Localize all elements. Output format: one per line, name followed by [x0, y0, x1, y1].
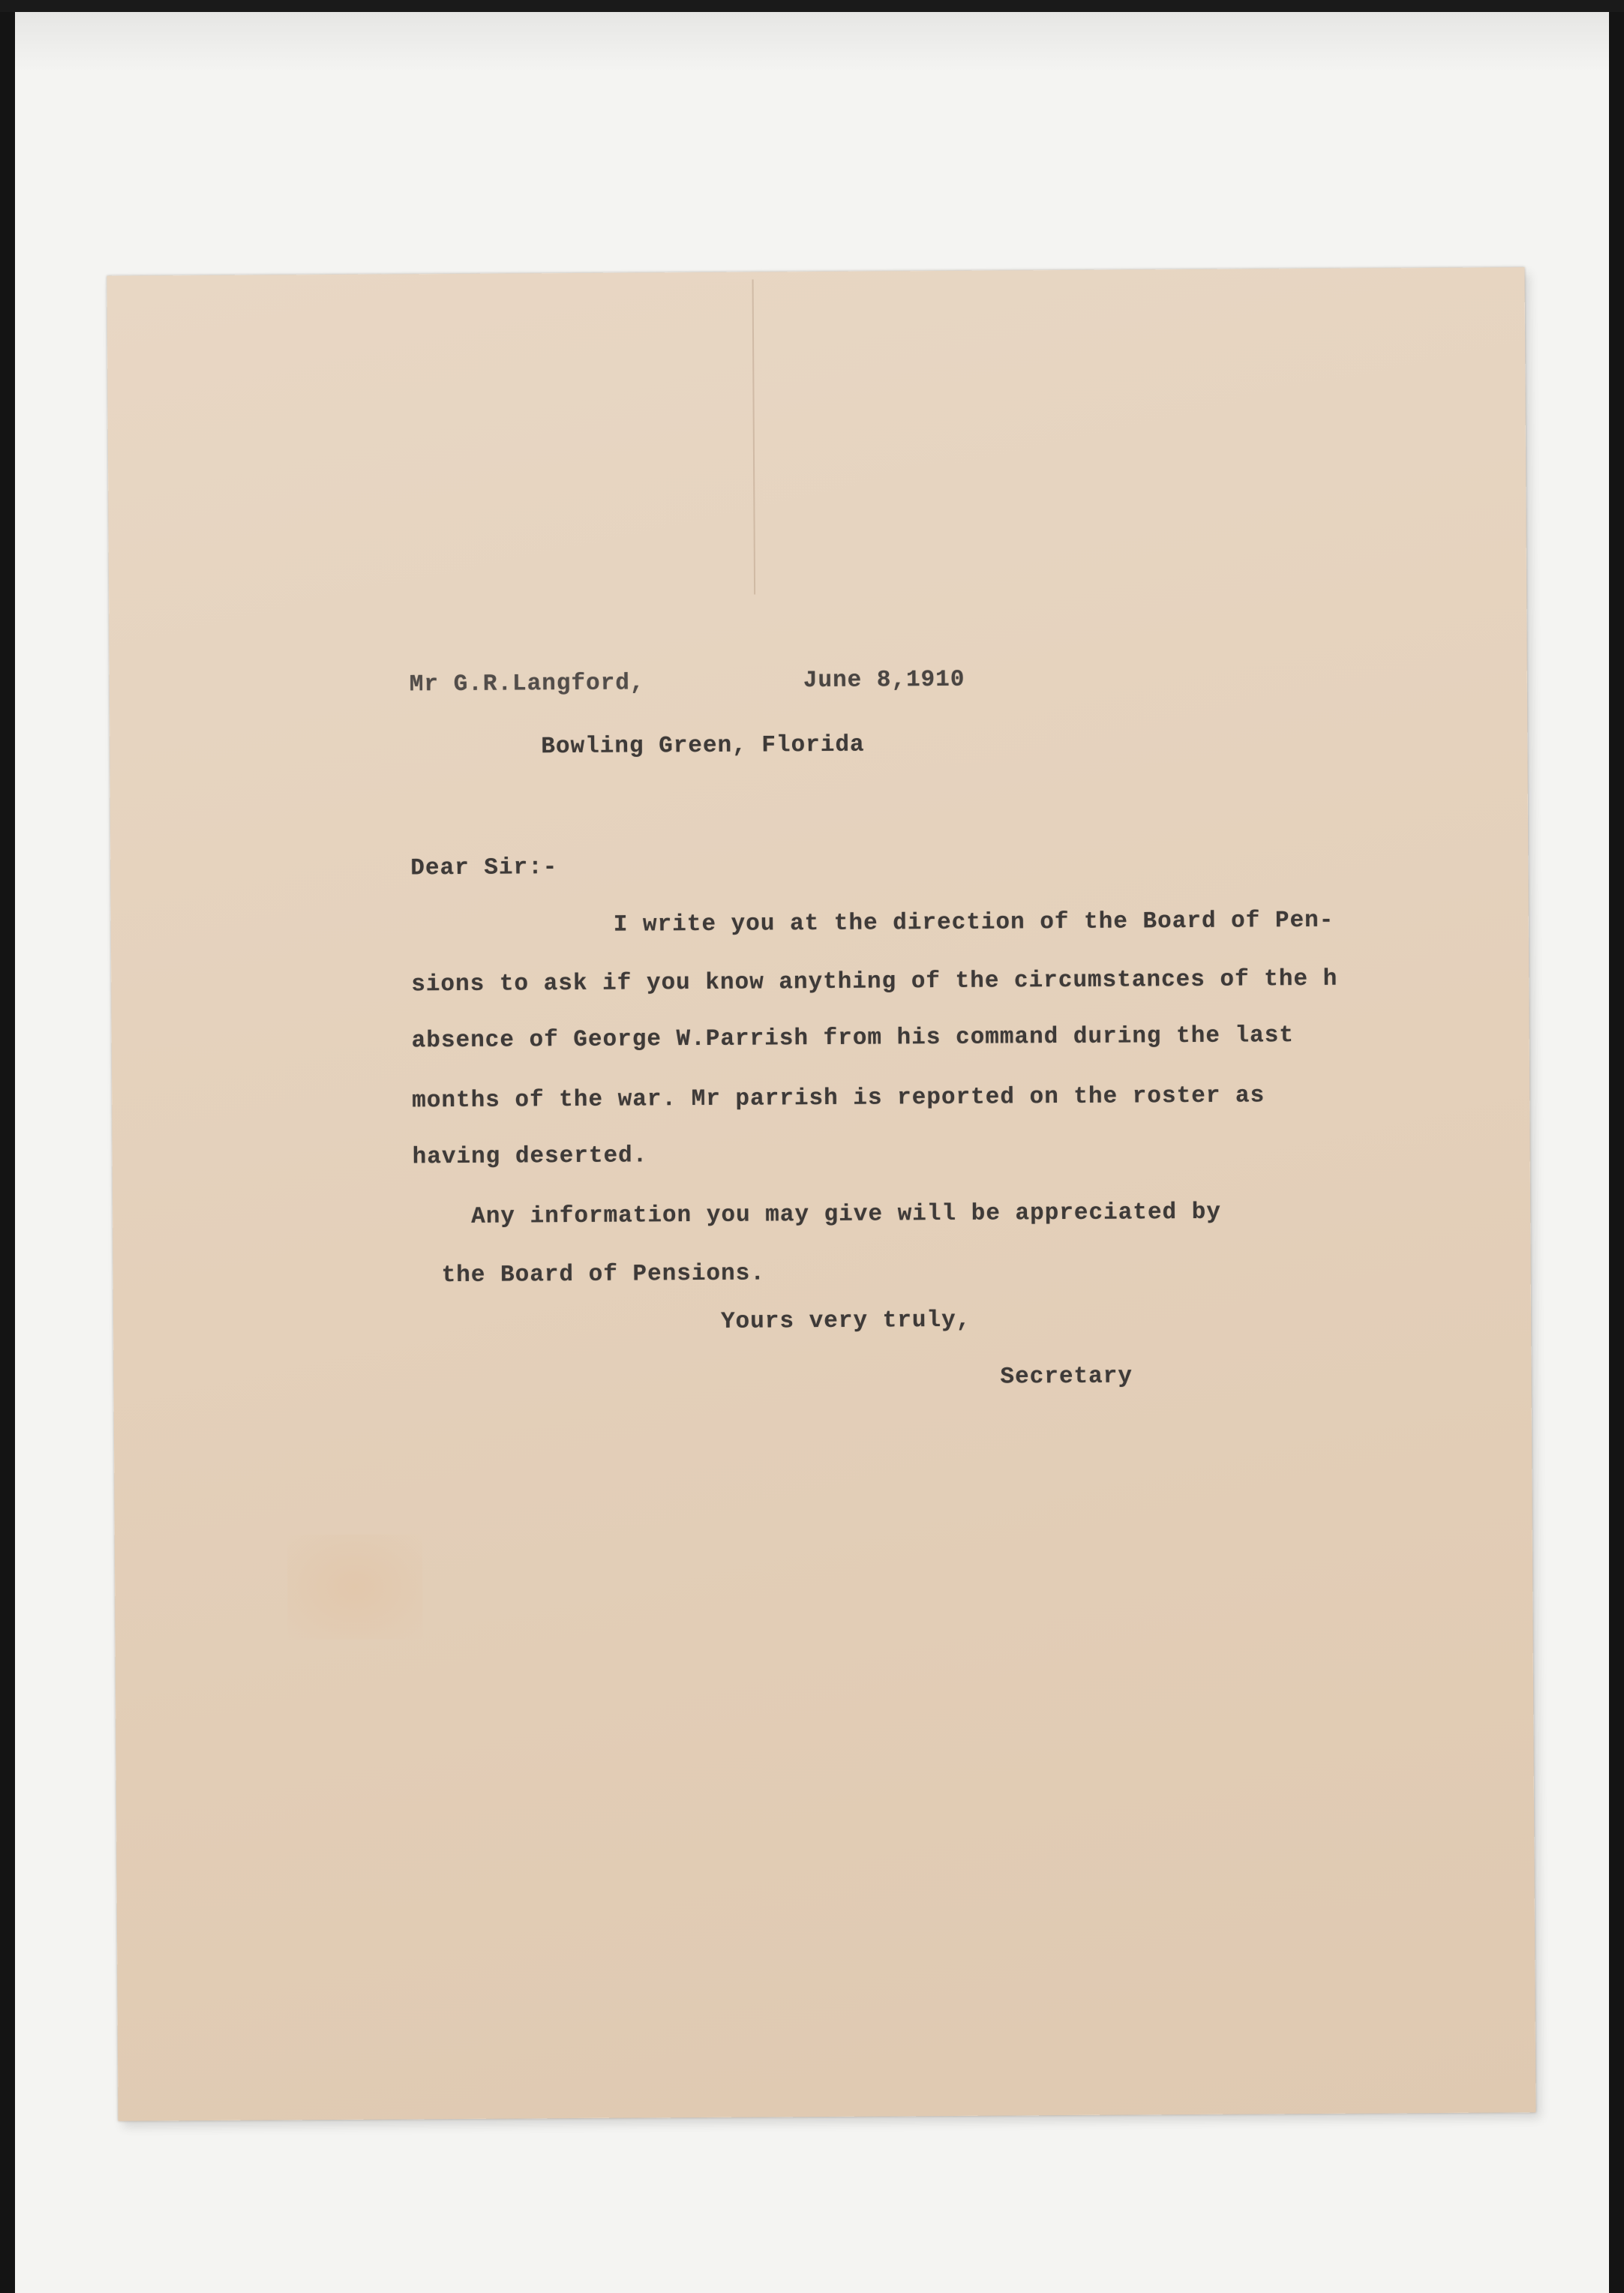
body-line: Any information you may give will be appreciated by: [471, 1199, 1222, 1230]
scanner-top-edge: [0, 0, 1624, 12]
addressee-name: Mr G.R.Langford,: [409, 670, 645, 698]
body-line: I write you at the direction of the Board of Pen-: [613, 907, 1334, 938]
scanner-right-edge: [1609, 12, 1624, 2293]
paper-crease: [752, 280, 756, 595]
paper-stain: [287, 1534, 423, 1640]
addressee-location: Bowling Green, Florida: [541, 731, 865, 761]
salutation: Dear Sir:-: [410, 854, 558, 882]
body-line: sions to ask if you know anything of the circumstances of the h: [411, 965, 1338, 998]
body-line: absence of George W.Parrish from his command during the last: [411, 1022, 1295, 1055]
letter-paper: [107, 267, 1536, 2120]
body-line: having deserted.: [412, 1142, 648, 1171]
closing: Yours very truly,: [720, 1307, 971, 1335]
scanner-glare: [15, 12, 1609, 72]
signature-title: Secretary: [1000, 1363, 1133, 1391]
scanner-left-edge: [0, 12, 15, 2293]
body-line: the Board of Pensions.: [441, 1260, 766, 1289]
body-line: months of the war. Mr parrish is reported on the roster as: [412, 1082, 1265, 1115]
letter-date: June 8,1910: [803, 666, 965, 695]
